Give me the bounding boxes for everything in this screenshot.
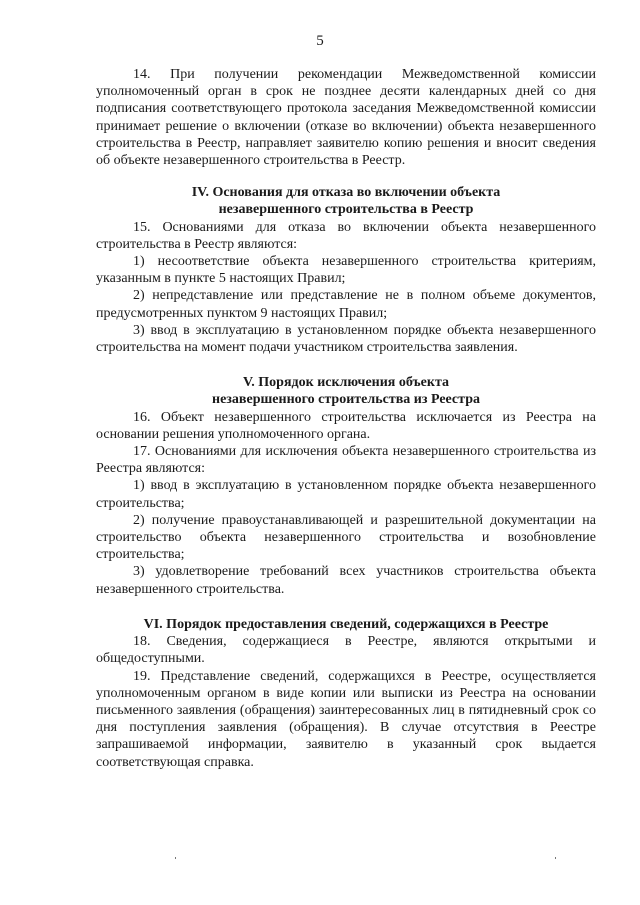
paragraph-19: 19. Представление сведений, содержащихся в Реестре, осуществляется уполномоченным органом в виде копии или выписки из Реестра на основании письменного заявления (обращения) заинтересованных лиц в пятидневный срок со дня поступления заявления (обращения). В случае отсутствия в Реестре запрашиваемой информации, заявителю в указанный срок выдается соответствующая справка. bbox=[96, 668, 596, 770]
paragraph-17-item-2: 2) получение правоустанавливающей и разрешительной документации на строительство объекта незавершенного строительства и возобновление строительства; bbox=[96, 512, 596, 563]
paragraph-17-item-3: 3) удовлетворение требований всех участников строительства объекта незавершенного строительства. bbox=[96, 564, 596, 597]
section-v-heading-line1: V. Порядок исключения объекта bbox=[242, 375, 450, 391]
section-iv-heading-line1: IV. Основания для отказа во включении объекта bbox=[191, 185, 501, 201]
section-vi bbox=[96, 616, 596, 771]
scan-artifact bbox=[175, 857, 176, 859]
section-iv-heading-line2: незавершенного строительства в Реестр bbox=[218, 202, 474, 218]
section-iv bbox=[96, 184, 596, 356]
page-number: 5 bbox=[316, 33, 324, 49]
paragraph-14: 14. При получении рекомендации Межведомственной комиссии уполномоченный орган в срок не позднее десяти календарных дней со дня подписания соответствующего протокола заседания Межведомственной комиссии принимает решение о включении (отказе во включении) объекта незавершенного строительства в Реестр, направляет заявителю копию решения и вносит сведения об объекте незавершенного строительства в Реестр. bbox=[96, 67, 596, 169]
section-v-heading-line2: незавершенного строительства из Реестра bbox=[212, 392, 480, 408]
paragraph-16: 16. Объект незавершенного строительства исключается из Реестра на основании решения уполномоченного органа. bbox=[96, 409, 596, 442]
paragraph-15-item-1: 1) несоответствие объекта незавершенного строительства критериям, указанным в пункте 5 настоящих Правил; bbox=[96, 254, 596, 287]
document-body bbox=[96, 66, 596, 771]
paragraph-15: 15. Основаниями для отказа во включении объекта незавершенного строительства в Реестр являются: bbox=[96, 219, 596, 252]
section-vi-heading: VI. Порядок предоставления сведений, содержащихся в Реестре bbox=[143, 616, 549, 632]
section-v bbox=[96, 374, 596, 598]
paragraph-17: 17. Основаниями для исключения объекта незавершенного строительства из Реестра являются: bbox=[96, 444, 596, 477]
paragraph-18: 18. Сведения, содержащиеся в Реестре, являются открытыми и общедоступными. bbox=[96, 634, 596, 667]
scan-artifact bbox=[555, 857, 556, 859]
paragraph-15-item-2: 2) непредставление или представление не в полном объеме документов, предусмотренных пунктом 9 настоящих Правил; bbox=[96, 288, 596, 321]
paragraph-17-item-1: 1) ввод в эксплуатацию в установленном порядке объекта незавершенного строительства; bbox=[96, 478, 596, 511]
paragraph-15-item-3: 3) ввод в эксплуатацию в установленном порядке объекта незавершенного строительства на момент подачи участником строительства заявления. bbox=[96, 322, 596, 356]
